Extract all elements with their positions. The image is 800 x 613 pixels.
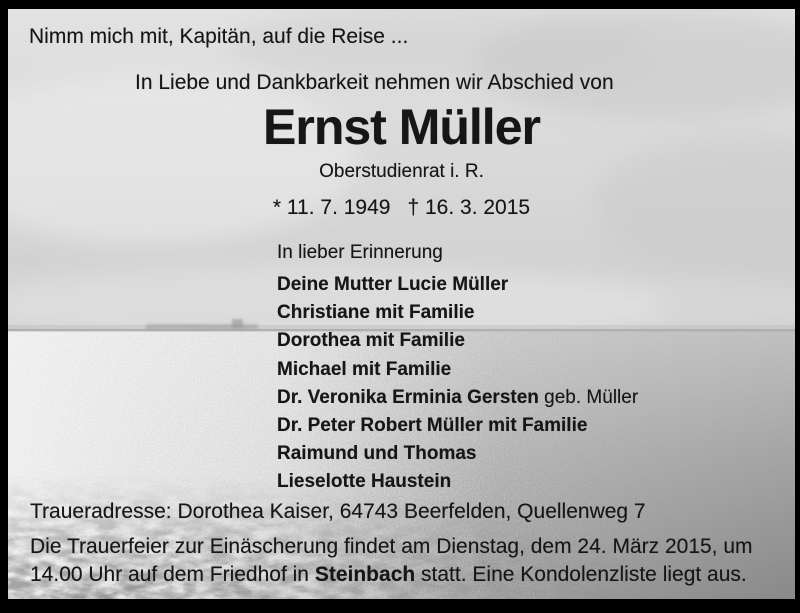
mourner-name: Deine Mutter Lucie Müller (277, 274, 509, 295)
funeral-place-name: Steinbach (314, 563, 416, 586)
mourner-name: Raimund und Thomas (277, 443, 477, 465)
mourner-row (277, 440, 638, 468)
mourner-name-suffix: geb. Müller (538, 386, 639, 408)
mourning-address: Traueradresse: Dorothea Kaiser, 64743 Beerfelden, Quellenweg 7 (30, 500, 646, 523)
funeral-line-2-after: statt. Eine Kondolenzliste liegt aus. (421, 563, 747, 586)
mourner-row (277, 412, 638, 440)
death-date: † 16. 3. 2015 (407, 196, 531, 219)
funeral-line-1: Die Trauerfeier zur Einäscherung findet am Dienstag, dem 24. März 2015, um (30, 535, 753, 558)
funeral-line-2 (30, 563, 747, 588)
mourner-row (277, 384, 638, 412)
mourner-row (277, 468, 638, 496)
deceased-name: Ernst Müller (263, 99, 540, 155)
life-dates (8, 196, 795, 221)
mourner-name: Lieselotte Haustein (277, 471, 452, 493)
mourner-name: Dorothea mit Familie (277, 330, 465, 352)
intro-line: In Liebe und Dankbarkeit nehmen wir Abschied von (135, 71, 614, 94)
memory-heading: In lieber Erinnerung (277, 242, 443, 263)
mourner-name: Dr. Veronika Erminia Gersten (277, 386, 539, 408)
epigraph-line: Nimm mich mit, Kapitän, auf die Reise ... (29, 25, 409, 48)
mourner-name: Michael mit Familie (277, 358, 452, 380)
mourner-name: Dr. Peter Robert Müller mit Familie (277, 415, 588, 437)
mourner-row (277, 271, 638, 299)
birth-date: * 11. 7. 1949 (272, 196, 391, 219)
mourner-row (277, 327, 638, 355)
mourner-row (277, 356, 638, 384)
mourner-row (277, 299, 638, 327)
deceased-title: Oberstudienrat i. R. (319, 161, 484, 182)
mourner-name: Christiane mit Familie (277, 302, 475, 324)
mourners-list (277, 271, 638, 497)
funeral-line-2-before: 14.00 Uhr auf dem Friedhof in (30, 563, 309, 586)
